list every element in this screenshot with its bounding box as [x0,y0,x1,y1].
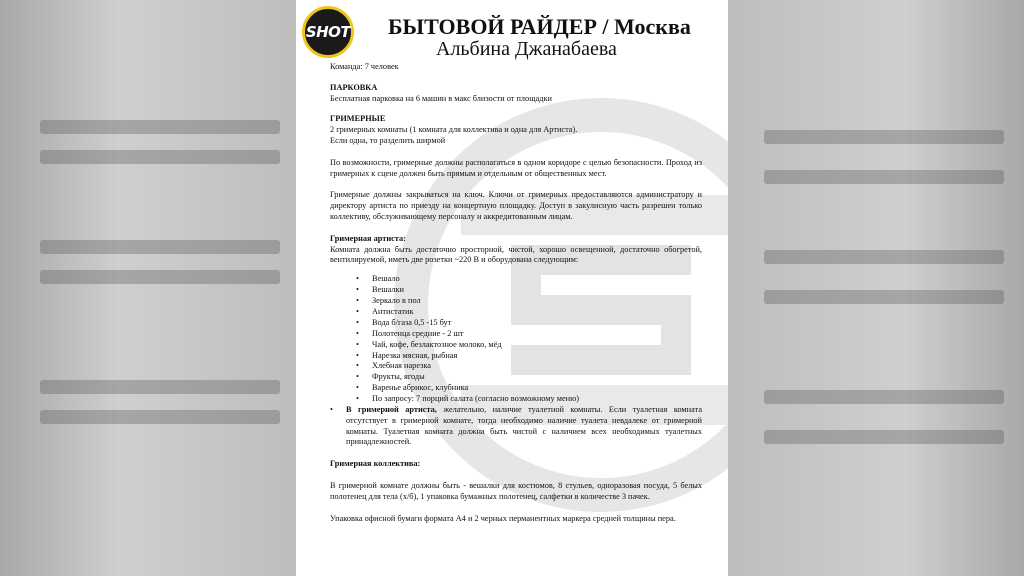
toilet-note-bold: В гримерной артиста, [346,405,437,415]
document-title: БЫТОВОЙ РАЙДЕР / Москва [388,14,691,39]
toilet-note-text: желательно, наличие туалетной комнаты. Если туалетная комната отсутствует в гримерной комнате, тогда необходимо наличие туалета невдалеке от гримерной комнаты. Туалетная комната должна быть чистой с наличием всех необходимых туалетных принадлежностей. [346,405,703,447]
list-item: • По запросу: 7 порций салата (согласно возможному меню) [356,394,702,405]
blurred-background-right [724,0,1024,576]
dressing-line-2: Если одна, то разделить ширмой [330,135,446,145]
blurred-background-left [0,0,300,576]
parking-heading: ПАРКОВКА [330,82,378,92]
document-page [296,0,728,576]
artist-room-text: Комната должна быть достаточно просторной, чистой, хорошо освещенной, достаточно обогретой, вентилируемой, иметь две розетки ~220 В и оборудована следующим: [330,244,702,265]
dressing-line-1: 2 гримерных комнаты (1 комната для коллектива и одна для Артиста). [330,125,578,135]
artist-room-heading: Гримерная артиста: [330,233,406,243]
document-body [330,62,702,524]
list-item: • Антистатик [356,307,702,318]
toilet-note [330,405,702,448]
team-room-heading: Гримерная коллектива: [330,459,421,469]
artist-room-items [356,274,702,405]
dressing-paragraph-2: Гримерные должны закрываться на ключ. Ключи от гримерных предоставляются администратору и директору артиста по приезду на концертную площадку. Доступ в закулисную часть разрешен только коллективу, обслуживающему персоналу и аккредитованным лицам. [330,190,702,221]
shot-logo: SHOT [302,6,354,58]
list-item: • Полотенца средние - 2 шт [356,329,702,340]
parking-text: Бесплатная парковка на 6 машин в макс близости от площадки [330,93,552,103]
artist-name: Альбина Джанабаева [436,38,617,60]
team-room-paragraph-1: В гримерной комнате должны быть - вешалки для костюмов, 8 стульев, одноразовая посуда, 5 белых полотенец для тела (х/б), 1 упаковка бумажных полотенец, салфетки в количестве 3 пачек. [330,481,702,501]
list-item: • Фрукты, ягоды [356,372,702,383]
list-item: • Зеркало в пол [356,296,702,307]
team-size: Команда: 7 человек [330,62,399,71]
list-item: • Нарезка мясная, рыбная [356,351,702,362]
team-room-paragraph-2: Упаковка офисной бумаги формата А4 и 2 черных перманентных маркера средней толщины пера. [330,513,676,523]
list-item: • Вешало [356,274,702,285]
list-item: • Вешалки [356,285,702,296]
list-item: • Вода б/газа 0,5 -15 бут [356,318,702,329]
list-item: • Хлебная нарезка [356,361,702,372]
dressing-heading: ГРИМЕРНЫЕ [330,114,386,124]
list-item: • Варенье абрикос, клубника [356,383,702,394]
list-item: • Чай, кофе, безлактозное молоко, мёд [356,340,702,351]
dressing-paragraph-1: По возможности, гримерные должны располагаться в одном коридоре с целью безопасности. Проход из гримерных к сцене должен быть прямым и отдельным от общественных мест. [330,157,702,178]
